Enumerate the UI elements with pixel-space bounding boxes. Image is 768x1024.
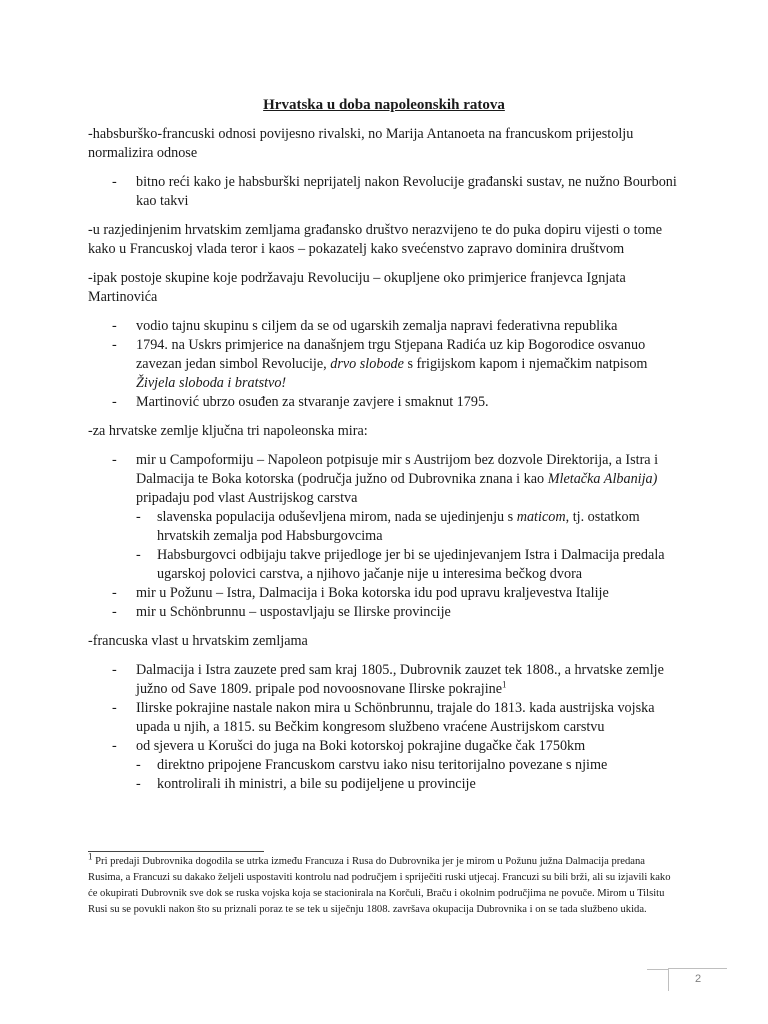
list-item: - Ilirske pokrajine nastale nakon mira u Schönbrunnu, trajale do 1813. kada austrijska vojska upada u njih, a 1815. su Bečkim kongresom službeno vraćene Austrijskom carstvu	[88, 699, 678, 737]
sub-list	[136, 756, 678, 794]
list-item	[88, 336, 678, 393]
footnote	[88, 851, 682, 918]
document-title: Hrvatska u doba napoleonskih ratova	[263, 97, 505, 113]
bullet-list-4	[88, 451, 678, 622]
paragraph-1: -habsburško-francuski odnosi povijesno rivalski, no Marija Antanoeta na francuskom prijestolju normalizira odnose	[88, 126, 634, 161]
list-item-text: 1794. na Uskrs primjerice na današnjem trgu Stjepana Radića uz kip Bogorodice osvanuo zavezan jedan simbol Revolucije,	[136, 337, 646, 372]
list-item-text: s frigijskom kapom i njemačkim natpisom	[403, 356, 648, 372]
paragraph-5: -francuska vlast u hrvatskim zemljama	[88, 633, 308, 649]
italic-term: maticom	[516, 509, 566, 525]
list-item-text: od sjevera u Korušci do juga na Boki kotorskoj pokrajine dugačke čak 1750km	[136, 738, 586, 754]
footnote-mark: 1	[88, 851, 93, 862]
list-item-text: , tj. ostatkom hrvatskih zemalja pod Habsburgovcima	[157, 509, 640, 544]
list-item: - vodio tajnu skupinu s ciljem da se od ugarskih zemalja napravi federativna republika	[88, 317, 678, 336]
list-item-text: mir u Campoformiju – Napoleon potpisuje mir s Austrijom bez dozvole Direktorija, a Istra i Dalmacija te Boka kotorska (područja južno od Dubrovnika znana i kao	[136, 452, 659, 487]
footnote-reference[interactable]: 1	[502, 679, 507, 690]
list-item: - mir u Požunu – Istra, Dalmacija i Boka kotorska idu pod upravu kraljevestva Italije	[88, 584, 678, 603]
sub-list-item: - direktno pripojene Francuskom carstvu iako nisu teritorijalno povezane s njime	[136, 756, 678, 775]
sub-list-item: - Habsburgovci odbijaju takve prijedloge jer bi se ujedinjevanjem Istra i Dalmacija predala ugarskoj polovici carstva, a njihovo jačanje nije u interesima bečkog dvora	[136, 546, 678, 584]
list-item: - bitno reći kako je habsburški neprijatelj nakon Revolucije građanski sustav, ne nužno Bourboni kao takvi	[88, 173, 678, 211]
document-body	[88, 125, 678, 794]
list-item: - mir u Schönbrunnu – uspostavljaju se Ilirske provincije	[88, 603, 678, 622]
italic-quote: Živjela sloboda i bratstvo!	[136, 375, 287, 391]
paragraph-4: -za hrvatske zemlje ključna tri napoleonska mira:	[88, 423, 368, 439]
page-number: 2	[668, 968, 727, 991]
paragraph-3: -ipak postoje skupine koje podržavaju Revoluciju – okupljene oko primjerice franjevca Ignjata Martinovića	[88, 270, 626, 305]
list-item-text: pripadaju pod vlast Austrijskog carstva	[136, 490, 358, 506]
sub-list	[136, 508, 678, 584]
list-item-text: Dalmacija i Istra zauzete pred sam kraj 1805., Dubrovnik zauzet tek 1808., a hrvatske zemlje južno od Save 1809. pripale pod novoosnovane Ilirske pokrajine	[136, 662, 664, 697]
bullet-list-5	[88, 661, 678, 794]
list-item-text: slavenska populacija oduševljena mirom, nada se ujedinjenju s	[157, 509, 517, 525]
paragraph-2: -u razjedinjenim hrvatskim zemljama građansko društvo nerazvijeno te do puka dopiru vijesti o tome kako u Francuskoj vlada teror i kaos – pokazatelj kako svećenstvo zapravo dominira društvom	[88, 222, 663, 257]
italic-term: Mletačka Albanija)	[547, 471, 658, 487]
bullet-list-1	[88, 173, 678, 211]
italic-term: drvo slobode	[330, 356, 404, 372]
sub-list-item	[136, 508, 678, 546]
list-item	[88, 661, 678, 699]
bullet-list-3	[88, 317, 678, 412]
sub-list-item: - kontrolirali ih ministri, a bile su podijeljene u provincije	[136, 775, 678, 794]
footnote-separator	[88, 851, 264, 852]
footnote-text: Pri predaji Dubrovnika dogodila se utrka između Francuza i Rusa do Dubrovnika jer je mirom u Požunu južna Dalmacija predana Rusima, a Francuzi su dakako željeli uspostaviti kontrolu nad područjem i spriječiti ruski utjecaj. Francuzi su bili brži, ali su izjavili kako će okupirati Dubrovnik sve dok se ruska vojska koja se stacionirala na Korčuli, Braču i okolnim područjima ne povuče. Mirom u Tilsitu Rusi su se povukli nakon što su priznali poraz te se tek u siječnju 1808. završava okupacija Dubrovnika i on se tada službeno ukida.	[88, 856, 671, 915]
list-item	[88, 451, 678, 584]
list-item	[88, 737, 678, 794]
list-item: - Martinović ubrzo osuđen za stvaranje zavjere i smaknut 1795.	[88, 393, 678, 412]
